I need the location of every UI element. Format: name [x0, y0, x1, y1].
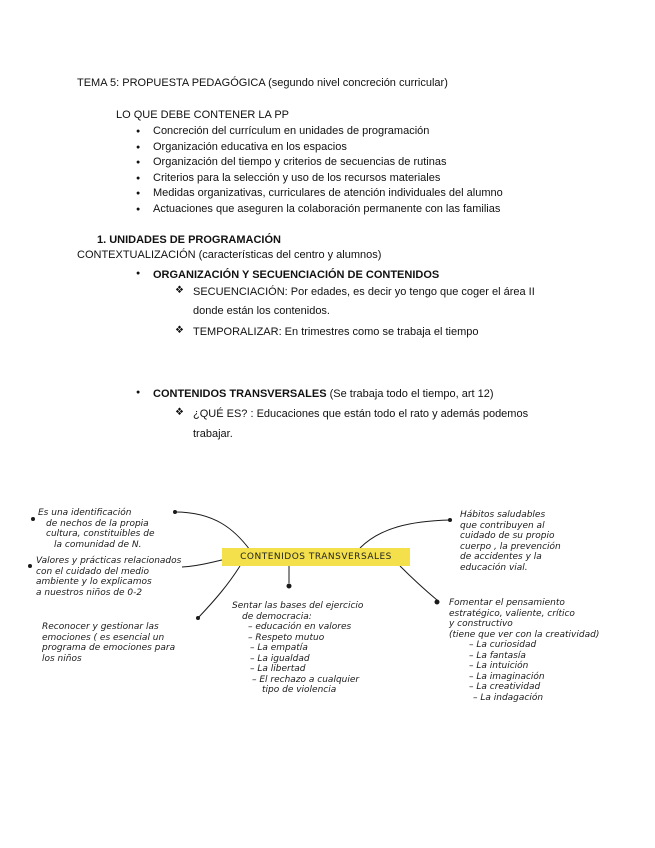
note-line: cultura, constituibles de: [46, 529, 155, 539]
mindmap-note-left-mid: [36, 556, 181, 598]
note-line: de democracia:: [242, 611, 312, 622]
note-line: de nechos de la propia: [46, 518, 149, 529]
note-line: educación vial.: [460, 562, 528, 573]
que-es-text: ¿QUÉ ES? : Educaciones que están todo el rato y además podemos: [193, 408, 529, 420]
diamond-bullet-icon: ❖: [175, 325, 184, 336]
note-line: – La libertad: [250, 664, 306, 674]
connector-dot: [448, 518, 452, 522]
bullet-icon: ●: [136, 389, 141, 396]
contents-heading: LO QUE DEBE CONTENER LA PP: [116, 109, 289, 121]
mindmap-center: CONTENIDOS TRANSVERSALES: [222, 548, 410, 566]
note-line: la comunidad de N.: [54, 539, 142, 550]
connector-line: [400, 566, 437, 600]
secuenciacion-text-cont: donde están los contenidos.: [193, 305, 330, 317]
note-line: ambiente y lo explicamos: [36, 577, 152, 587]
connector-dot: [31, 517, 35, 521]
note-line: Sentar las bases del ejercicio: [232, 601, 364, 611]
note-line: – La intuición: [469, 661, 529, 671]
note-line: y constructivo: [449, 619, 513, 629]
contextualizacion-text: CONTEXTUALIZACIÓN (características del centro y alumnos): [77, 249, 382, 261]
note-line: tipo de violencia: [262, 685, 337, 695]
document-title: TEMA 5: PROPUESTA PEDAGÓGICA (segundo nivel concreción curricular): [77, 77, 448, 89]
note-line: (tiene que ver con la creatividad): [449, 629, 600, 640]
list-item: ● Actuaciones que aseguren la colaboración permanente con las familias: [136, 202, 503, 218]
secuenciacion-text: SECUENCIACIÓN: Por edades, es decir yo tengo que coger el área II: [193, 286, 535, 298]
mindmap-note-left-bottom: [42, 622, 175, 664]
list-item: ● Criterios para la selección y uso de los recursos materiales: [136, 171, 503, 187]
list-item: ● Organización educativa en los espacios: [136, 140, 503, 156]
mindmap-note-bottom-center: [232, 601, 363, 696]
note-line: cuidado de su propio: [460, 531, 555, 541]
note-line: – La creatividad: [469, 682, 541, 692]
note-line: Valores y prácticas relacionados: [36, 556, 182, 566]
note-line: – educación en valores: [248, 622, 352, 632]
section-heading: 1. UNIDADES DE PROGRAMACIÓN: [97, 234, 281, 246]
note-line: – La indagación: [473, 692, 544, 703]
note-line: emociones ( es esencial un: [42, 632, 165, 643]
note-line: de accidentes y la: [460, 552, 542, 562]
note-line: – Respeto mutuo: [248, 632, 325, 643]
note-line: Fomentar el pensamiento: [449, 598, 565, 608]
connector-dot: [173, 510, 177, 514]
note-line: cuerpo , la prevención: [460, 541, 561, 552]
diamond-bullet-icon: ❖: [175, 285, 184, 296]
note-line: los niños: [42, 653, 82, 664]
connector-dot: [435, 600, 440, 605]
note-line: estratégico, valiente, crítico: [449, 608, 575, 619]
diamond-bullet-icon: ❖: [175, 407, 184, 418]
note-line: – La imaginación: [469, 671, 545, 682]
note-line: Es una identificación: [38, 508, 132, 518]
note-line: que contribuyen al: [460, 520, 545, 531]
list-item: ● Concreción del currículum en unidades de programación: [136, 124, 503, 140]
que-es-text-cont: trabajar.: [193, 428, 233, 440]
connector-dot: [287, 584, 292, 589]
mindmap-note-right-bottom: [449, 598, 599, 703]
note-line: – La empatía: [250, 643, 308, 653]
transversal-heading: CONTENIDOS TRANSVERSALES: [153, 388, 327, 400]
connector-line: [175, 512, 250, 550]
connector-line: [360, 520, 450, 548]
org-heading: ORGANIZACIÓN Y SECUENCIACIÓN DE CONTENIDOS: [153, 269, 440, 281]
note-line: programa de emociones para: [42, 643, 176, 653]
note-line: Reconocer y gestionar las: [42, 622, 159, 632]
note-line: – La fantasía: [469, 650, 526, 661]
note-line: – El rechazo a cualquier: [252, 674, 360, 685]
note-line: con el cuidado del medio: [36, 566, 150, 577]
note-line: Hábitos saludables: [460, 510, 546, 520]
mindmap-note-right-top: [460, 510, 561, 573]
note-line: – La igualdad: [250, 653, 310, 664]
note-line: a nuestros niños de 0-2: [36, 587, 143, 598]
transversal-note: (Se trabaja todo el tiempo, art 12): [326, 388, 494, 400]
mindmap-note-left-top: [38, 508, 154, 550]
temporalizar-text: TEMPORALIZAR: En trimestres como se trabaja el tiempo: [193, 326, 479, 338]
connector-dot: [28, 564, 32, 568]
connector-dot: [196, 616, 200, 620]
bullet-icon: ●: [136, 270, 141, 277]
note-line: – La curiosidad: [469, 640, 537, 650]
list-item: ● Organización del tiempo y criterios de secuencias de rutinas: [136, 155, 503, 171]
list-item: ● Medidas organizativas, curriculares de atención individuales del alumno: [136, 186, 503, 202]
connector-line: [182, 560, 222, 567]
